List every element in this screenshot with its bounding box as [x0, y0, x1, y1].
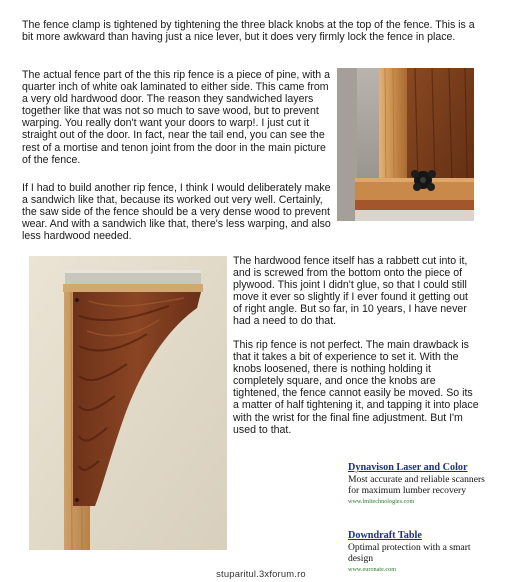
paragraph-fence-clamp: The fence clamp is tightened by tightening the three black knobs at the top of the fence. This is a bit more awkward than having just a nice lever, but it does very firmly lock the fence in place. [22, 19, 475, 44]
ad-downdraft-title-link[interactable]: Downdraft Table [348, 530, 422, 541]
site-watermark: stuparitul.3xforum.ro [216, 568, 306, 579]
paragraph-rabbett: The hardwood fence itself has a rabbett cut into it, and is screwed from the bottom onto the piece of plywood. This joint I didn't glue, so that I could still move it ever so slightly if I ever found it getting out of right angle. But so far, in 10 years, I have never had a need to do that. [233, 255, 468, 328]
ad-dynavison-url[interactable]: www.lmitechnologies.com [348, 497, 415, 505]
fence-knob-photo [337, 68, 474, 221]
ad-downdraft-url[interactable]: www.euronate.com [348, 565, 397, 573]
ad-dynavison [348, 462, 488, 506]
fence-bracket-illustration [29, 256, 227, 550]
fence-knob-illustration [337, 68, 474, 221]
paragraph-sandwich: If I had to build another rip fence, I think I would deliberately make a sandwich like that, because its worked out very well. Certainly, the saw side of the fence should be a very dense wood to prevent wear. And with a sandwich like that, there's less warping, and also less hardwood needed. [22, 182, 331, 243]
ad-dynavison-description: Most accurate and reliable scanners for maximum lumber recovery [348, 474, 485, 497]
fence-bracket-photo [29, 256, 227, 550]
paragraph-drawback: This rip fence is not perfect. The main drawback is that it takes a bit of experience to set it. With the knobs loosened, there is nothing holding it completely square, and once the knobs are tightened, the fence cannot easily be moved. So its a matter of half tightening it, and tapping it into place with the wrist for the final fine adjustment. But I'm used to that. [233, 339, 479, 436]
ad-dynavison-title-link[interactable]: Dynavison Laser and Color [348, 462, 468, 473]
ad-downdraft-description: Optimal protection with a smart design [348, 542, 471, 565]
paragraph-fence-material: The actual fence part of the this rip fence is a piece of pine, with a quarter inch of white oak laminated to either side. This came from a very old hardwood door. The reason they sandwiched layers together like that was not so much to save wood, but to prevent warping. You really don't want your doors to warp!. I just cut it straight out of the door. In fact, near the tail end, you can see the rest of a mortise and tenon joint from the door in the main picture of the fence. [22, 69, 330, 166]
